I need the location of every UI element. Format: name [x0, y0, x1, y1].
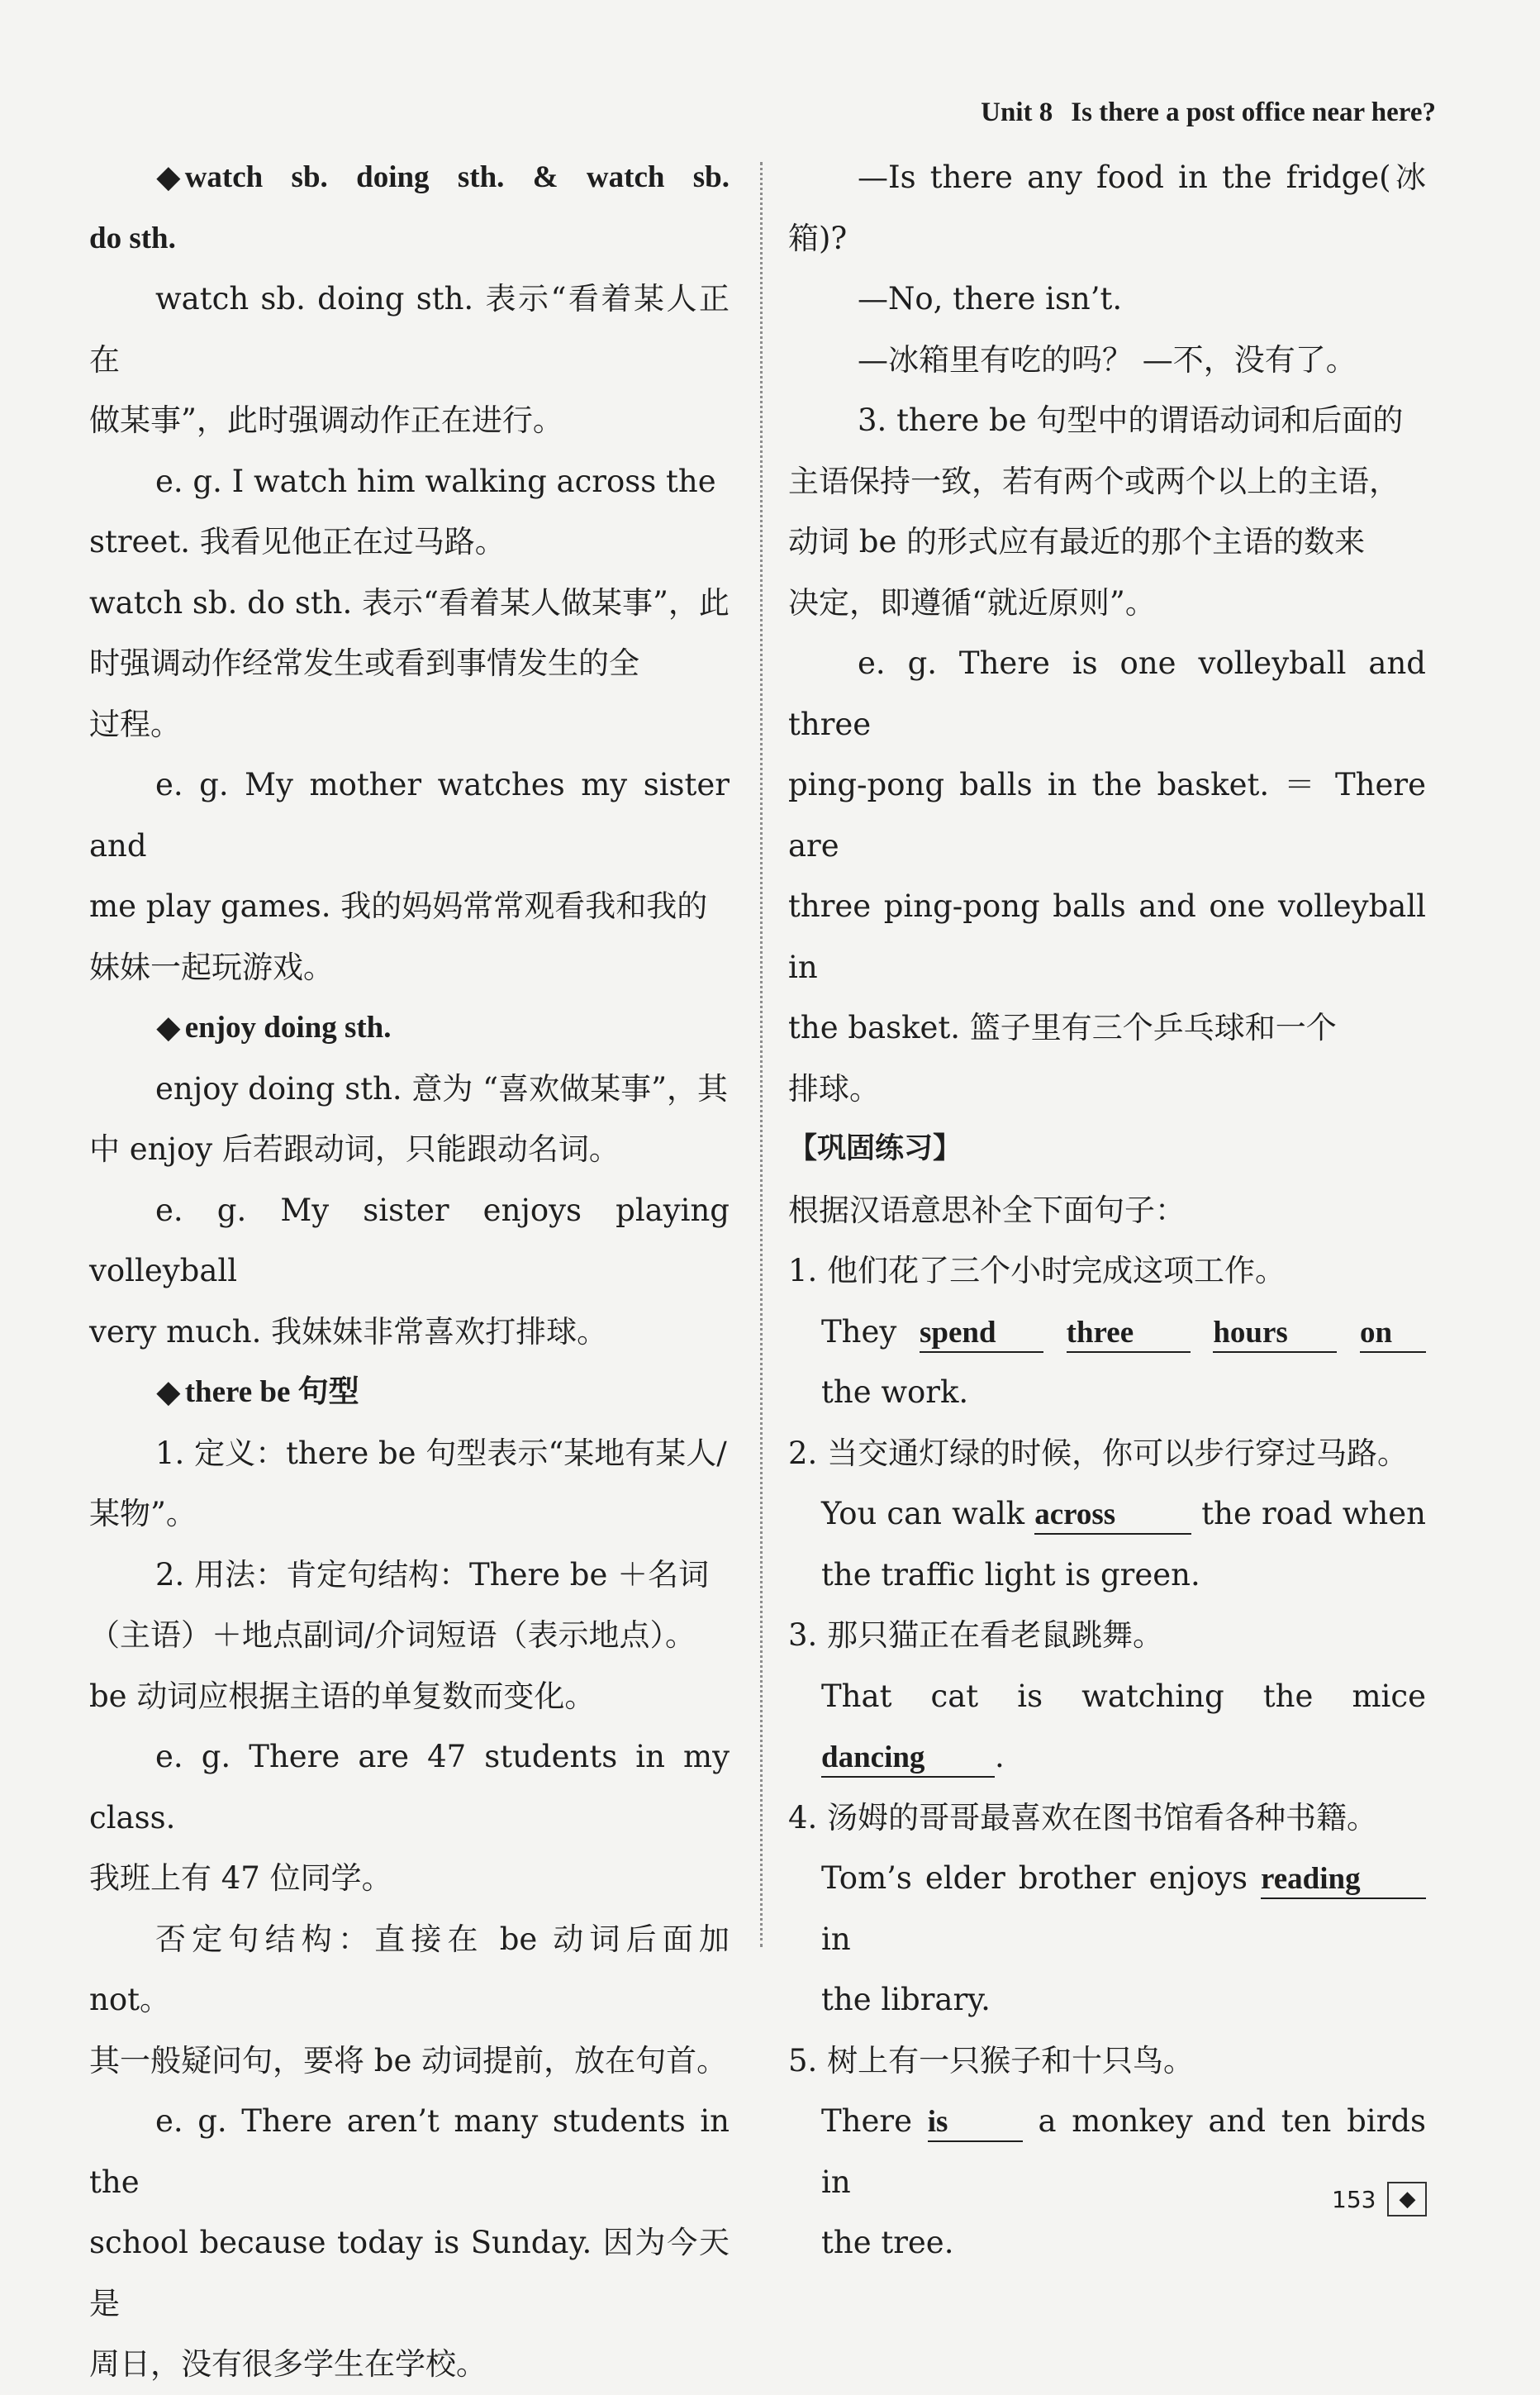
page-number: 153 — [1332, 2185, 1376, 2213]
question-1-cn: 1. 他们花了三个小时完成这项工作。 — [788, 1253, 1286, 1288]
answer-blank[interactable]: reading — [1261, 1861, 1426, 1899]
question-3-en-cont: dancing . — [788, 1726, 1426, 1788]
left-column — [89, 147, 730, 2395]
page-ornament — [1387, 2182, 1427, 2216]
answer-blank[interactable]: is — [928, 2104, 1023, 2142]
question-4-en: Tom’s elder brother enjoys reading in — [788, 1848, 1426, 1969]
header-unit: Unit 8 — [981, 98, 1053, 127]
question-3-en: That cat is watching the mice — [821, 1678, 1426, 1714]
question-5-en-cont: the tree. — [821, 2225, 954, 2260]
question-4-cn: 4. 汤姆的哥哥最喜欢在图书馆看各种书籍。 — [788, 1799, 1378, 1836]
question-2-cn: 2. 当交通灯绿的时候，你可以步行穿过马路。 — [788, 1435, 1409, 1471]
question-5-cn: 5. 树上有一只猴子和十只鸟。 — [788, 2042, 1195, 2078]
page-footer — [1332, 2182, 1427, 2216]
example-watch-do: e. g. My mother watches my sister and me play games. 我的妈妈常常观看我和我的 妹妹一起玩游戏。 — [89, 767, 730, 985]
dialog-line: —冰箱里有吃的吗？ —不，没有了。 — [858, 341, 1357, 378]
explanation-enjoy: enjoy doing sth. 意为 “喜欢做某事”，其 中 enjoy 后若跟动词，只能跟动名词。 — [89, 1070, 729, 1167]
question-1-en: They spend three hours on — [788, 1302, 1426, 1363]
diamond-icon: ◆ — [157, 1375, 180, 1408]
answer-blank[interactable]: three — [1067, 1315, 1191, 1353]
column-divider — [760, 162, 763, 1947]
answer-blank[interactable]: hours — [1213, 1315, 1337, 1353]
question-2-en-cont: the traffic light is green. — [821, 1556, 1200, 1593]
example-watch-doing: e. g. I watch him walking across the street. 我看见他正在过马路。 — [89, 463, 716, 559]
answer-blank[interactable]: spend — [920, 1315, 1043, 1353]
answer-blank[interactable]: on — [1360, 1315, 1426, 1353]
diamond-icon: ◆ — [1399, 2187, 1416, 2212]
answer-blank[interactable]: dancing — [821, 1740, 995, 1778]
dialog-line: —Is there any food in the fridge(冰箱)? — [788, 160, 1426, 256]
heading-watch-line2: do sth. — [89, 221, 176, 255]
heading-there-be: ◆ there be 句型 — [89, 1362, 730, 1423]
practice-title: 【巩固练习】 — [788, 1132, 962, 1165]
rule-nearest-subject: 3. there be 句型中的谓语动词和后面的 主语保持一致，若有两个或两个以上的主语， 动词 be 的形式应有最近的那个主语的数来 决定，即遵循“就近原则”。 — [788, 402, 1404, 621]
header-title: Is there a post office near here? — [1071, 98, 1436, 127]
explanation-watch-doing: watch sb. doing sth. 表示“看着某人正在 做某事”，此时强调动作正在进行。 — [89, 281, 730, 438]
diamond-icon: ◆ — [157, 1011, 180, 1044]
example-enjoy: e. g. My sister enjoys playing volleyball very much. 我妹妹非常喜欢打排球。 — [89, 1192, 730, 1350]
diamond-icon: ◆ — [157, 160, 180, 193]
example-volleyball: e. g. There is one volleyball and three ping-pong balls in the basket. ＝ There are three ping-pong balls and one volleyball in the basket. 篮子里有三个乒乓球和一个 排球。 — [788, 645, 1426, 1107]
negative-structure: 否定句结构：直接在 be 动词后面加 not。 其一般疑问句，要将 be 动词提前，放在句首。 — [89, 1921, 730, 2078]
explanation-watch-do: watch sb. do sth. 表示“看着某人做某事”，此 时强调动作经常发生或看到事情发生的全 过程。 — [89, 584, 730, 742]
question-2-en: You can walk across the road when — [788, 1483, 1426, 1545]
answer-blank[interactable]: across — [1034, 1497, 1191, 1535]
heading-enjoy: ◆ enjoy doing sth. — [89, 998, 730, 1059]
question-5-en: There is a monkey and ten birds in — [821, 2103, 1426, 2200]
example-there-arent: e. g. There aren’t many students in the school because today is Sunday. 因为今天是 周日，没有很多学生在学校。 — [89, 2103, 730, 2382]
running-header — [981, 98, 1436, 128]
question-1-en-cont: the work. — [821, 1374, 969, 1410]
definition-there-be: 1. 定义：there be 句型表示“某地有某人/ 某物”。 — [89, 1435, 727, 1531]
heading-watch: ◆ watch sb. doing sth. & watch sb. — [89, 147, 730, 208]
question-3-cn: 3. 那只猫正在看老鼠跳舞。 — [788, 1617, 1164, 1653]
dialog-line: —No, there isn’t. — [858, 281, 1123, 317]
example-there-are: e. g. There are 47 students in my class. 我班上有 47 位同学。 — [89, 1739, 730, 1896]
usage-there-be: 2. 用法：肯定句结构：There be ＋名词 （主语）＋地点副词/介词短语（表示地点）。 be 动词应根据主语的单复数而变化。 — [89, 1556, 710, 1714]
practice-instruction: 根据汉语意思补全下面句子： — [788, 1192, 1186, 1228]
right-column — [788, 147, 1426, 2274]
question-4-en-cont: the library. — [821, 1982, 991, 2017]
